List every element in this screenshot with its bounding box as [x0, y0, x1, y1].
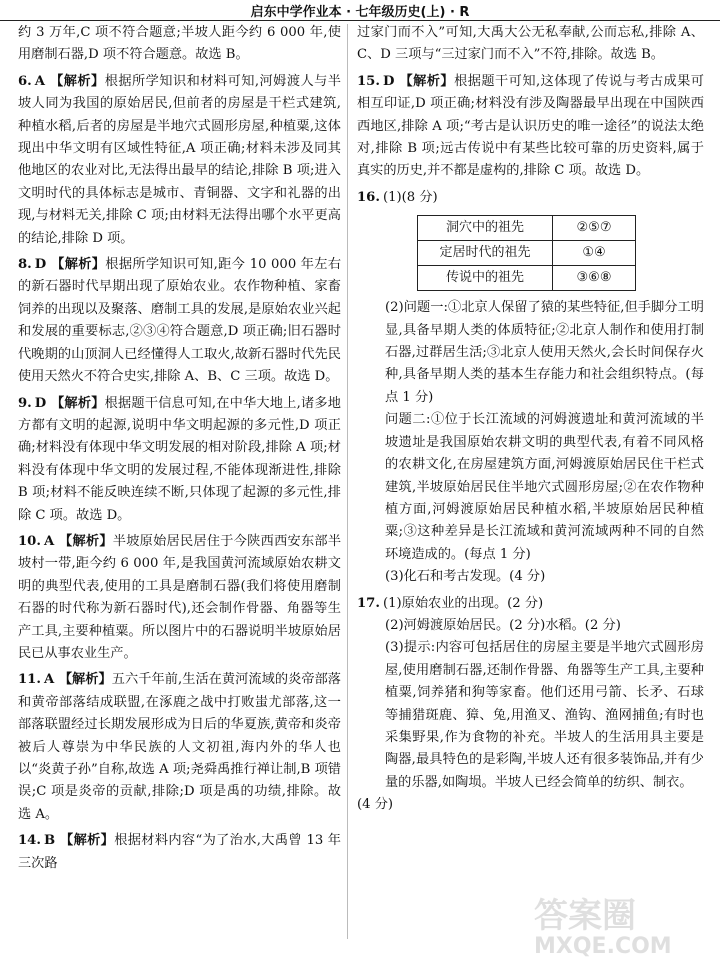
- question-number: 8.: [18, 257, 32, 273]
- answer-tag: A 【解析】: [43, 533, 113, 549]
- answer-6: [18, 71, 341, 250]
- answer-text: 根据材料内容“为了治水,大禹曾 13 年三次路: [18, 833, 341, 871]
- table-cell-value: ②⑤⑦: [553, 216, 636, 241]
- answer-text: 五六千年前,生活在黄河流域的炎帝部落和黄帝部落结成联盟,在涿鹿之战中打败蚩尤部落,这一部落联盟经过长期发展形成为日后的华夏族,黄帝和炎帝被后人尊崇为中华民族的人文初祖,海内外的华人也以“炎黄子孙”自称,故选 A 项;尧舜禹推行禅让制,B 项错误;C 项是炎帝的贡献,排除;D 项是禹的功绩,排除。故选 A。: [18, 672, 341, 822]
- answer-tag: A 【解析】: [34, 73, 105, 89]
- table-row: [418, 241, 636, 266]
- answer-11: [18, 669, 341, 826]
- question-number: 9.: [18, 395, 32, 411]
- answer-16-part3: (3)化石和考古发现。(4 分): [385, 569, 546, 585]
- answer-tag: D 【解析】: [34, 395, 105, 411]
- table-cell-label: 传说中的祖先: [418, 266, 553, 291]
- answer-paragraph: [357, 22, 704, 67]
- question-number: 17.: [357, 595, 380, 611]
- table-row: [418, 216, 636, 241]
- answer-10: [18, 531, 341, 665]
- page-header: [0, 0, 720, 21]
- question-number: 15.: [357, 73, 380, 89]
- table-cell-label: 洞穴中的祖先: [418, 216, 553, 241]
- watermark-line1: 答案圈: [534, 896, 636, 936]
- answer-16-part2-q1: (2)问题一:①北京人保留了猿的某些特征,但手脚分工明显,具备早期人类的体质特征;②北京人制作和使用打制石器,过群居生活;③北京人使用天然火,会长时间保存火种,具备早期人类的基本生存能力和社会组织特点。(每点 1 分): [385, 300, 704, 405]
- question-number: 16.: [357, 189, 380, 205]
- table-row: [418, 266, 636, 291]
- table-cell-value: ①④: [553, 241, 636, 266]
- answer-text: 根据题干信息可知,在中华大地上,诸多地方都有文明的起源,说明中华文明起源的多元性,D 项正确;材料没有体现中华文明发展的相对阶段,排除 A 项;材料没有体现中华文明的发展过程,不能体现渐进性,排除 B 项;材料不能反映连续不断,只体现了起源的多元性,排除 C 项。故选 D。: [18, 395, 341, 523]
- table-cell-label: 定居时代的祖先: [418, 241, 553, 266]
- answer-17-score: (4 分): [357, 797, 394, 813]
- answer-text: 根据所学知识可知,距今 10 000 年左右的新石器时代早期出现了原始农业。农作物种植、家畜饲养的出现以及聚落、磨制工具的发展,是原始农业兴起和发展的重要标志,②③④符合题意,D 项正确;旧石器时代晚期的山顶洞人已经懂得人工取火,故新石器时代先民使用天然火不符合史实,排除 A、B、C 三项。故选 D。: [18, 257, 341, 385]
- answer-tag: A 【解析】: [43, 672, 112, 688]
- question-number: 10.: [18, 533, 41, 549]
- left-column: [18, 22, 341, 875]
- answer-text: 根据题干可知,这体现了传说与考古成果可相互印证,D 项正确;材料没有涉及陶器最早出现在中国陕西西地区,排除 A 项;“考古是认识历史的唯一途径”的说法太绝对,排除 B 项;远古传说中有某些比较可靠的历史资料,属于真实的历史,并不都是虚构的,排除 C 项。故选 D。: [357, 73, 704, 179]
- answer-tag: B 【解析】: [43, 833, 115, 849]
- watermark-graphic: [524, 889, 714, 959]
- watermark-line2: MXQE.COM: [534, 934, 672, 959]
- page-title: 启东中学作业本 · 七年级历史(上) · R: [250, 5, 470, 20]
- answer-17: [357, 593, 704, 615]
- answer-text: 约 3 万年,C 项不符合题意;半坡人距今约 6 000 年,使用磨制石器,D 项不符合题意。故选 B。: [18, 25, 341, 63]
- answer-text: 半坡原始居民居住于今陕西西安东部半坡村一带,距今约 6 000 年,是我国黄河流域原始农耕文明的典型代表,使用的工具是磨制石器(我们将使用磨制石器的时代称为新石器时代),还会制作骨器、角器等生产工具,主要种植粟。所以图片中的石器说明半坡原始居民已从事农业生产。: [18, 533, 342, 661]
- answer-text: 根据所学知识和材料可知,河姆渡人与半坡人同为我国的原始居民,但前者的房屋是干栏式建筑,种植水稻,后者的房屋是半地穴式圆形房屋,种植粟,这体现出中华文明有区域性特征,A 项正确;材料未涉及同其他地区的农业对比,无法得出最早的结论,排除 B 项;进入文明时代的具体标志是城市、青铜器、文字和礼器的出现,与材料无关,排除 C 项;由材料无法得出哪个水平更高的结论,排除 D 项。: [18, 73, 341, 246]
- right-column: [357, 22, 704, 817]
- answer-15: [357, 71, 704, 183]
- answer-8: [18, 254, 341, 388]
- answer-9: [18, 393, 341, 527]
- answer-16-part2-q2: 问题二:①位于长江流域的河姆渡遗址和黄河流域的半坡遗址是我国原始农耕文明的典型代表,有着不同风格的农耕文化,在房屋建筑方面,河姆渡原始居民住干栏式建筑,半坡原始居民住半地穴式圆形房屋;②在农作物种植方面,河姆渡原始居民种植水稻,半坡原始居民种植粟;③这种差异是长江流域和黄河流域两种不同的自然环境造成的。(每点 1 分): [385, 412, 704, 562]
- answer-text: (1)(8 分): [382, 189, 438, 205]
- answer-text: (1)原始农业的出现。(2 分): [382, 595, 544, 611]
- answer-16: [357, 187, 704, 209]
- answer-14: [18, 830, 341, 875]
- question-number: 11.: [18, 672, 41, 688]
- answer-17-part2: (2)河姆渡原始居民。(2 分)水稻。(2 分): [385, 617, 621, 633]
- answer-tag: D 【解析】: [34, 257, 106, 273]
- answer-paragraph: [18, 22, 341, 67]
- watermark-logo: [524, 889, 714, 959]
- question-number: 6.: [18, 73, 32, 89]
- ancestors-table: [417, 215, 636, 291]
- answer-tag: D 【解析】: [382, 73, 455, 89]
- question-number: 14.: [18, 833, 41, 849]
- answer-17-part3: (3)提示:内容可包括居住的房屋主要是半地穴式圆形房屋,使用磨制石器,还制作骨器、角器等生产工具,主要种植粟,饲养猪和狗等家畜。他们还用弓箭、长矛、石球等捕猎斑鹿、獐、兔,用渔叉、渔钩、渔网捕鱼;有时也采集野果,作为食物的补充。半坡人的生活用具主要是陶器,最具特色的是彩陶,半坡人还有很多装饰品,并有少量的乐器,如陶埙。半坡人已经会简单的纺织、制衣。: [385, 640, 704, 790]
- answer-text: 过家门而不入”可知,大禹大公无私奉献,公而忘私,排除 A、C、D 三项与“三过家门而不入”不符,排除。故选 B。: [357, 25, 704, 63]
- column-divider: [347, 24, 348, 939]
- table-cell-value: ③⑥⑧: [553, 266, 636, 291]
